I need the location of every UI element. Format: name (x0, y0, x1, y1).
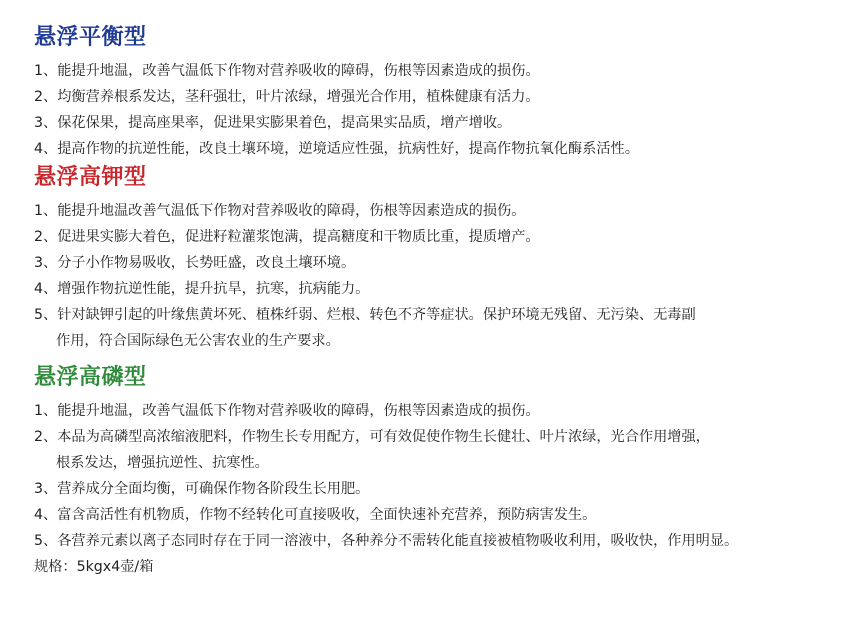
list-item: 4、提高作物的抗逆性能，改良土壤环境，逆境适应性强，抗病性好，提高作物抗氧化酶系活性。 (34, 141, 639, 157)
list-item: 3、保花保果，提高座果率，促进果实膨果着色，提高果实品质，增产增收。 (34, 115, 512, 131)
section-title-high-potassium: 悬浮高钾型 (34, 165, 147, 190)
list-item: 4、增强作物抗逆性能，提升抗旱，抗寒，抗病能力。 (34, 281, 370, 297)
list-item: 1、能提升地温，改善气温低下作物对营养吸收的障碍，伤根等因素造成的损伤。 (34, 403, 540, 419)
list-item: 1、能提升地温改善气温低下作物对营养吸收的障碍，伤根等因素造成的损伤。 (34, 203, 526, 219)
section-list-balance (34, 58, 842, 162)
list-item: 2、本品为高磷型高浓缩液肥料，作物生长专用配方，可有效促使作物生长健壮、叶片浓绿，光合作用增强， 根系发达，增强抗逆性、抗寒性。 (34, 429, 710, 471)
section-list-high-phosphorus (34, 398, 842, 554)
section-list-high-potassium (34, 198, 842, 354)
list-item: 3、营养成分全面均衡，可确保作物各阶段生长用肥。 (34, 481, 370, 497)
list-item: 4、富含高活性有机物质，作物不经转化可直接吸收，全面快速补充营养，预防病害发生。 (34, 507, 597, 523)
list-item: 2、促进果实膨大着色，促进籽粒灌浆饱满，提高糖度和干物质比重，提质增产。 (34, 229, 540, 245)
section-title-high-phosphorus: 悬浮高磷型 (34, 365, 147, 390)
spec-text: 规格：5kgx4壶/箱 (34, 559, 154, 575)
list-item: 1、能提升地温，改善气温低下作物对营养吸收的障碍，伤根等因素造成的损伤。 (34, 63, 540, 79)
list-item: 3、分子小作物易吸收，长势旺盛，改良土壤环境。 (34, 255, 356, 271)
section-title-balance: 悬浮平衡型 (34, 25, 147, 50)
list-item: 2、均衡营养根系发达，茎秆强壮，叶片浓绿，增强光合作用，植株健康有活力。 (34, 89, 540, 105)
list-item: 5、各营养元素以离子态同时存在于同一溶液中，各种养分不需转化能直接被植物吸收利用，吸收快，作用明显。 (34, 533, 739, 549)
list-item: 5、针对缺钾引起的叶缘焦黄坏死、植株纤弱、烂根、转色不齐等症状。保护环境无残留、无污染、无毒副 作用，符合国际绿色无公害农业的生产要求。 (34, 307, 696, 349)
